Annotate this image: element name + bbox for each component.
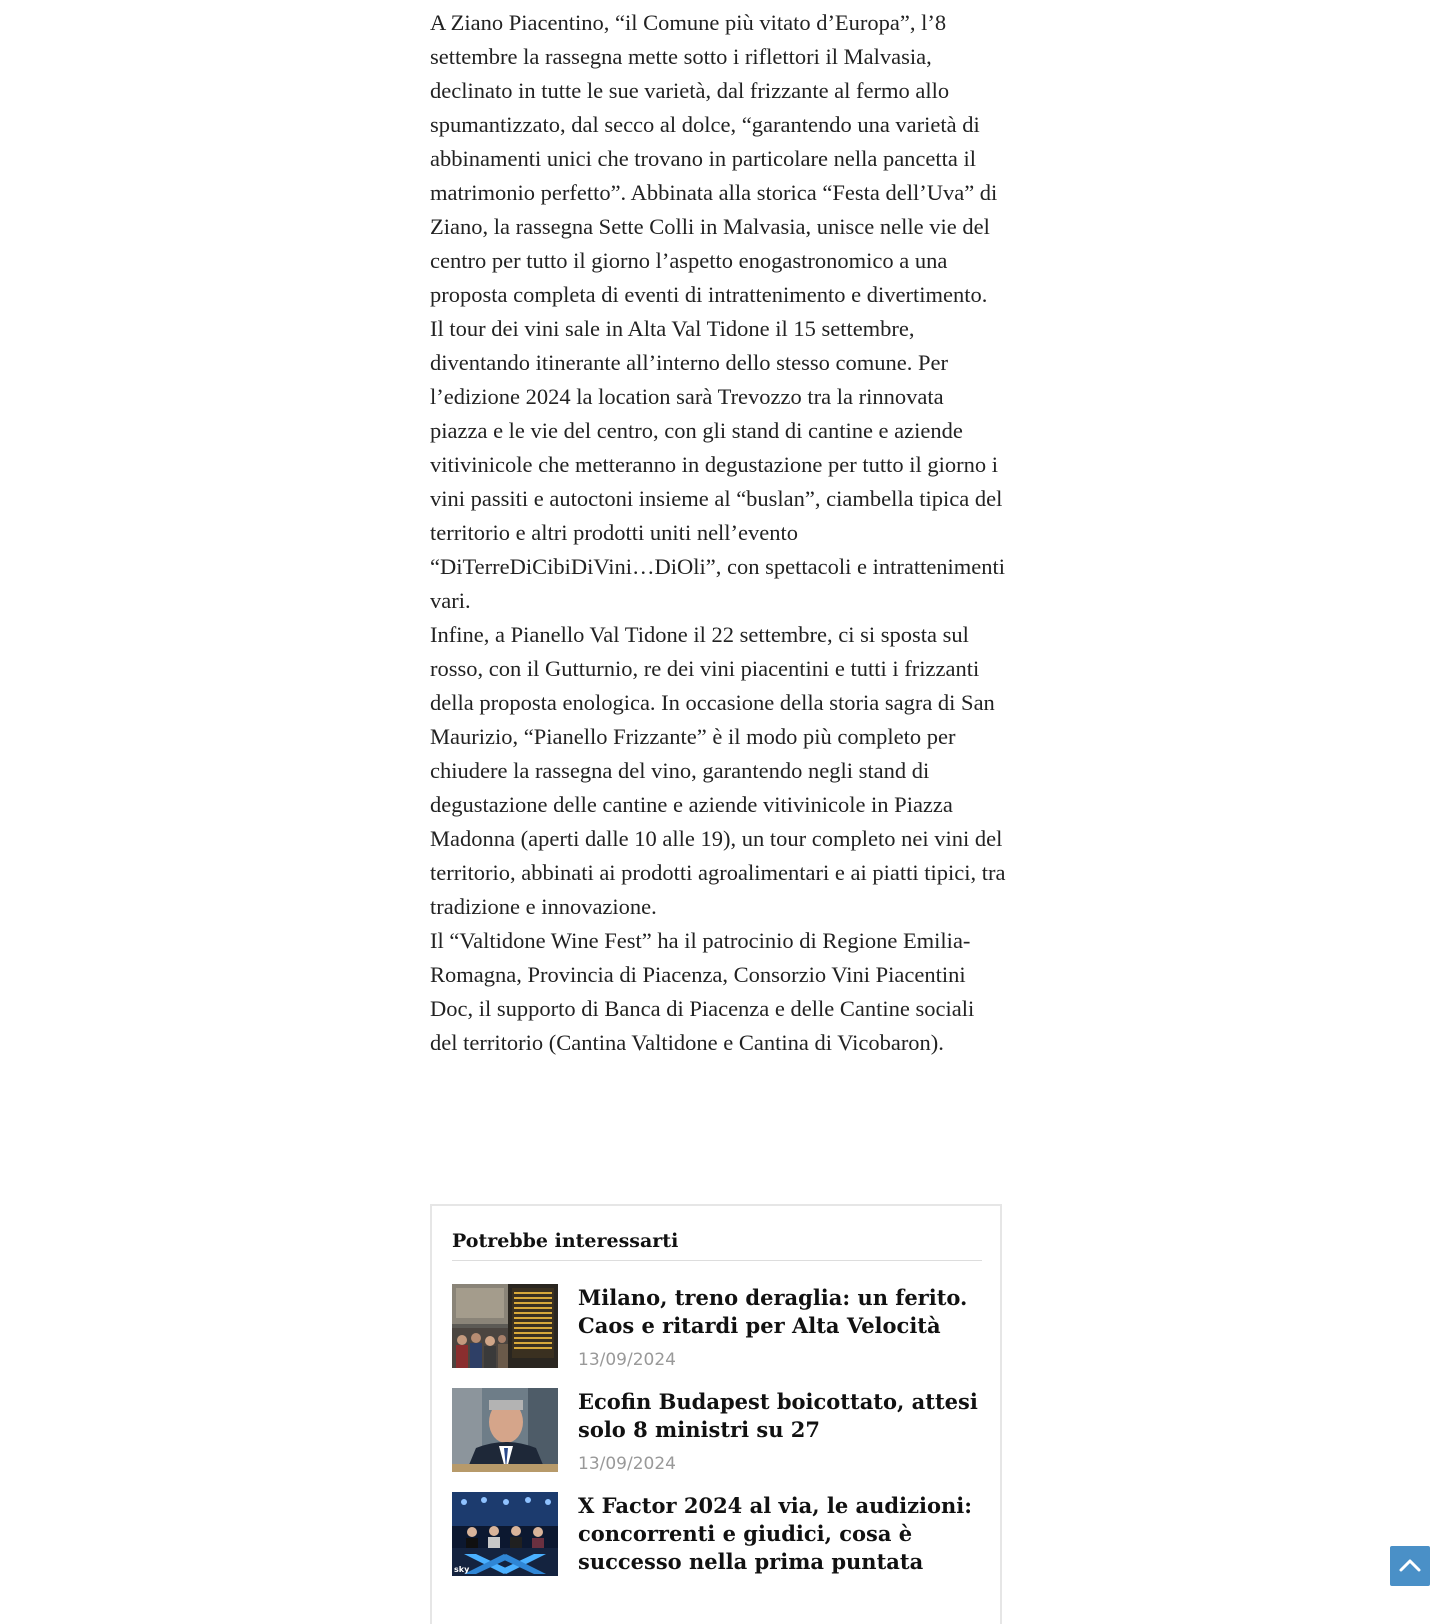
article-paragraph: A Ziano Piacentino, “il Comune più vitato d’Europa”, l’8 settembre la rassegna mette sotto i riflettori il Malvasia, declinato in tutte le sue varietà, dal frizzante al fermo allo spumantizzato, dal secco al dolce, “garantendo una varietà di abbinamenti unici che trovano in particolare nella pancetta il matrimonio perfetto”. Abbinata alla storica “Festa dell’Uva” di Ziano, la rassegna Sette Colli in Malvasia, unisce nelle vie del centro per tutto il giorno l’aspetto enogastronomico a una proposta completa di eventi di intrattenimento e divertimento. (430, 10, 998, 307)
article-paragraph: Il “Valtidone Wine Fest” ha il patrocinio di Regione Emilia-Romagna, Provincia di Piacenza, Consorzio Vini Piacentini Doc, il supporto di Banca di Piacenza e delle Cantine sociali del territorio (Cantina Valtidone e Cantina di Vicobaron). (430, 928, 975, 1055)
tv-show-judges-stage-photo (452, 1492, 558, 1576)
related-article-title[interactable]: X Factor 2024 al via, le audizioni: concorrenti e giudici, cosa è successo nella prima puntata (578, 1493, 972, 1574)
article-paragraph: Infine, a Pianello Val Tidone il 22 settembre, ci si sposta sul rosso, con il Gutturnio, re dei vini piacentini e tutti i frizzanti della proposta enologica. In occasione della storia sagra di San Maurizio, “Pianello Frizzante” è il modo più completo per chiudere la rassegna del vino, garantendo negli stand di degustazione delle cantine e aziende vitivinicole in Piazza Madonna (aperti dalle 10 alle 19), un tour completo nei vini del territorio, abbinati ai prodotti agroalimentari e ai piatti tipici, tra tradizione e innovazione. (430, 622, 1006, 919)
related-article-date: 13/09/2024 (578, 1350, 676, 1370)
related-article-item[interactable] (452, 1284, 984, 1376)
sky-logo: sky (454, 1565, 470, 1574)
related-article-title[interactable]: Ecofin Budapest boicottato, attesi solo 8 ministri su 27 (578, 1389, 978, 1442)
back-to-top-button[interactable] (1390, 1546, 1430, 1586)
chevron-up-icon (1390, 1546, 1430, 1586)
related-article-thumbnail[interactable] (452, 1284, 558, 1368)
article-body (430, 6, 1006, 1060)
related-article-item[interactable] (452, 1388, 984, 1480)
train-station-departures-board-photo (452, 1284, 558, 1368)
politician-portrait-photo (452, 1388, 558, 1472)
related-articles-heading: Potrebbe interessarti (452, 1230, 982, 1261)
related-article-thumbnail[interactable] (452, 1388, 558, 1472)
related-article-item[interactable] (452, 1492, 984, 1584)
related-article-date: 13/09/2024 (578, 1454, 676, 1474)
related-article-title[interactable]: Milano, treno deraglia: un ferito. Caos e ritardi per Alta Velocità (578, 1285, 968, 1338)
article-paragraph: Il tour dei vini sale in Alta Val Tidone il 15 settembre, diventando itinerante all’interno dello stesso comune. Per l’edizione 2024 la location sarà Trevozzo tra la rinnovata piazza e le vie del centro, con gli stand di cantine e aziende vitivinicole che metteranno in degustazione per tutto il giorno i vini passiti e autoctoni insieme al “buslan”, ciambella tipica del territorio e altri prodotti uniti nell’evento “DiTerreDiCibiDiVini…DiOli”, con spettacoli e intrattenimenti vari. (430, 316, 1006, 613)
related-articles-box (430, 1204, 1002, 1624)
related-article-thumbnail[interactable] (452, 1492, 558, 1576)
